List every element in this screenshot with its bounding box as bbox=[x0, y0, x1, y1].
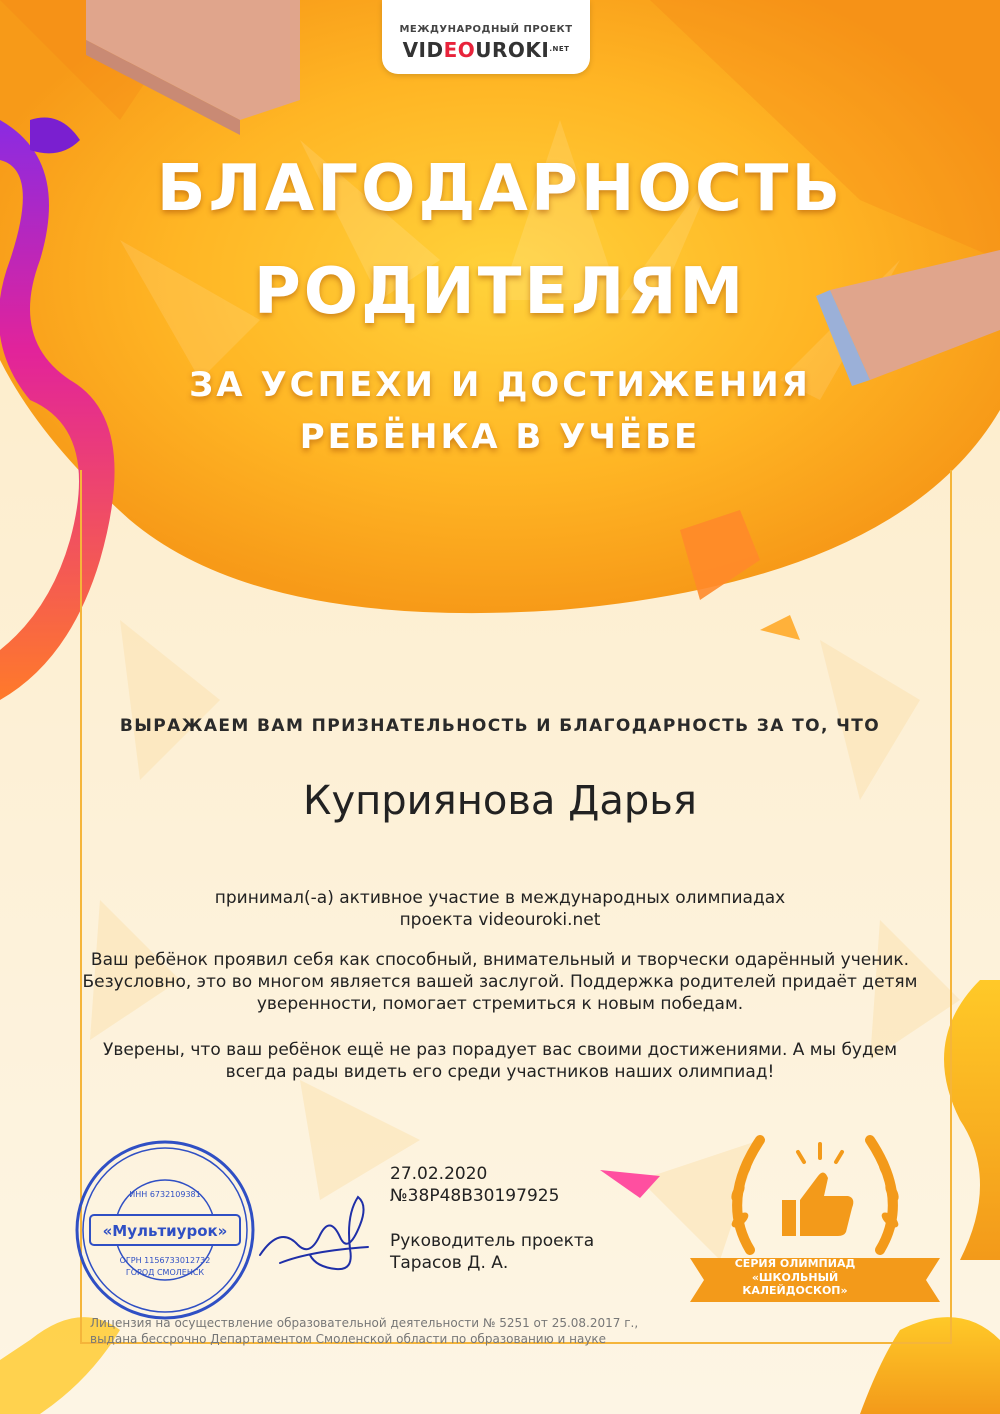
logo-word-part2: EO bbox=[443, 38, 476, 62]
organization-stamp bbox=[70, 1135, 260, 1325]
logo-word-part1: VID bbox=[402, 38, 444, 62]
praise-line-2: Безусловно, это во многом является вашей заслугой. Поддержка родителей придаёт детям bbox=[82, 972, 918, 992]
participation-line-2: проекта videouroki.net bbox=[399, 910, 601, 930]
praise-line-1: Ваш ребёнок проявил себя как способный, внимательный и творчески одарённый ученик. bbox=[90, 950, 910, 970]
certificate-number: №38P48B30197925 bbox=[390, 1186, 560, 1206]
title-line-2: РОДИТЕЛЯМ bbox=[253, 255, 747, 329]
logo-caption: МЕЖДУНАРОДНЫЙ ПРОЕКТ bbox=[399, 24, 573, 35]
issue-date: 27.02.2020 bbox=[390, 1164, 488, 1184]
signer-info bbox=[390, 1230, 594, 1274]
wish-line-2: всегда рады видеть его среди участников наших олимпиад! bbox=[225, 1062, 775, 1082]
wish-line-1: Уверены, что ваш ребёнок ещё не раз порадует вас своими достижениями. А мы будем bbox=[102, 1040, 898, 1060]
signer-position: Руководитель проекта bbox=[390, 1231, 595, 1251]
subtitle-line-2: РЕБЁНКА В УЧЁБЕ bbox=[299, 417, 701, 457]
logo-word-part3: UROKI bbox=[475, 38, 550, 62]
badge-line-2: «ШКОЛЬНЫЙ КАЛЕЙДОСКОП» bbox=[742, 1271, 848, 1297]
stamp-inn: ИНН 6732109381 bbox=[129, 1190, 201, 1199]
stamp-city: ГОРОД СМОЛЕНСК bbox=[125, 1268, 205, 1277]
title-line-1: БЛАГОДАРНОСТЬ bbox=[156, 152, 844, 226]
subtitle-line-1: ЗА УСПЕХИ И ДОСТИЖЕНИЯ bbox=[189, 365, 811, 405]
stamp-center-text: «Мультиурок» bbox=[102, 1222, 228, 1240]
badge-line-1: СЕРИЯ ОЛИМПИАД bbox=[734, 1257, 856, 1270]
praise-line-3: уверенности, помогает стремиться к новым победам. bbox=[256, 994, 744, 1014]
participation-text bbox=[80, 887, 920, 931]
license-line-2: выдана бессрочно Департаментом Смоленской области по образованию и науке bbox=[90, 1332, 607, 1346]
stamp-ogrn: ОГРН 1156733012732 bbox=[119, 1256, 211, 1265]
praise-text bbox=[80, 949, 920, 1015]
logo-word-suffix: .NET bbox=[549, 45, 570, 53]
child-name: Куприянова Дарья bbox=[303, 778, 697, 824]
signer-name: Тарасов Д. А. bbox=[390, 1253, 509, 1273]
signature bbox=[250, 1185, 380, 1285]
wish-text bbox=[80, 1039, 920, 1083]
license-line-1: Лицензия на осуществление образовательной деятельности № 5251 от 25.08.2017 г., bbox=[90, 1316, 639, 1330]
participation-line-1: принимал(-а) активное участие в международных олимпиадах bbox=[214, 888, 786, 908]
logo-wordmark bbox=[382, 38, 590, 62]
videouroki-logo bbox=[382, 0, 590, 74]
lead-statement: ВЫРАЖАЕМ ВАМ ПРИЗНАТЕЛЬНОСТЬ И БЛАГОДАРНОСТЬ ЗА ТО, ЧТО bbox=[119, 716, 881, 736]
issue-info bbox=[390, 1163, 559, 1207]
